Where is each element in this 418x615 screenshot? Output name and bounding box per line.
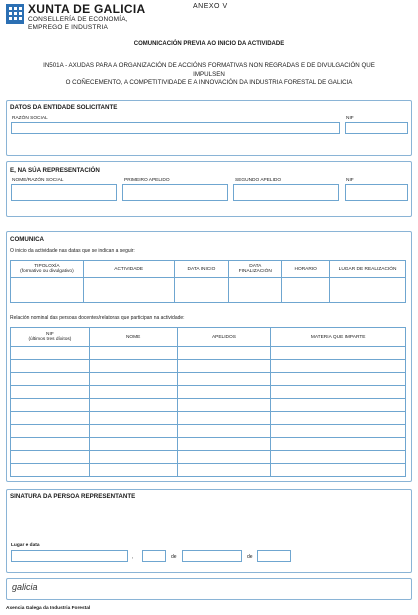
staff-cell[interactable] (89, 386, 177, 399)
staff-header-subject: MATERIA QUE IMPARTE (271, 328, 406, 347)
org-name: XUNTA DE GALICIA (28, 2, 146, 16)
staff-row (11, 347, 406, 360)
staff-cell[interactable] (89, 412, 177, 425)
staff-cell[interactable] (11, 464, 90, 477)
staff-cell[interactable] (271, 464, 406, 477)
staff-cell[interactable] (177, 399, 271, 412)
galicia-logo: galicia (12, 582, 38, 592)
staff-cell[interactable] (11, 451, 90, 464)
staff-cell[interactable] (11, 360, 90, 373)
staff-cell[interactable] (11, 399, 90, 412)
staff-row (11, 438, 406, 451)
rep-surname1-label: PRIMEIRO APELIDO (124, 178, 170, 183)
staff-cell[interactable] (177, 464, 271, 477)
staff-cell[interactable] (177, 360, 271, 373)
staff-cell[interactable] (11, 438, 90, 451)
xunta-logo-icon (6, 4, 24, 24)
staff-cell[interactable] (177, 373, 271, 386)
staff-cell[interactable] (271, 373, 406, 386)
procedure-line-2: O COÑECEMENTO, A COMPETITIVIDADE E A INNOVACIÓN DA INDUSTRIA FORESTAL DE GALICIA (65, 79, 353, 86)
entity-name-label: RAZÓN SOCIAL (12, 116, 48, 121)
comma-separator: , (132, 554, 134, 560)
activity-row (11, 278, 406, 303)
day-field[interactable] (142, 550, 166, 562)
representative-section-title: E, NA SÚA REPRESENTACIÓN (10, 167, 100, 174)
staff-row (11, 464, 406, 477)
staff-cell[interactable] (89, 464, 177, 477)
activity-cell[interactable] (11, 278, 84, 303)
staff-cell[interactable] (89, 438, 177, 451)
activity-header-activity: ACTIVIDADE (83, 261, 174, 278)
entity-name-field[interactable] (11, 122, 340, 134)
rep-surname2-field[interactable] (233, 184, 339, 201)
entity-nif-field[interactable] (345, 122, 408, 134)
document-title: COMUNICACIÓN PREVIA AO INICIO DA ACTIVIDADE (133, 41, 285, 47)
activity-header-type: TIPOLOXÍA (formativo ou divulgativo) (11, 261, 84, 278)
de-separator-1: de (171, 554, 177, 560)
staff-table (10, 327, 406, 477)
staff-cell[interactable] (89, 347, 177, 360)
staff-cell[interactable] (177, 425, 271, 438)
communication-section-title: COMUNICA (10, 236, 45, 243)
rep-surname2-label: SEGUNDO APELIDO (235, 178, 282, 183)
dept-line-1: CONSELLERÍA DE ECONOMÍA, (28, 16, 128, 23)
activity-cell[interactable] (330, 278, 406, 303)
staff-cell[interactable] (177, 386, 271, 399)
staff-cell[interactable] (11, 373, 90, 386)
staff-cell[interactable] (11, 347, 90, 360)
staff-cell[interactable] (89, 360, 177, 373)
staff-cell[interactable] (271, 425, 406, 438)
rep-name-field[interactable] (11, 184, 117, 201)
rep-nif-field[interactable] (345, 184, 408, 201)
staff-row (11, 451, 406, 464)
staff-row (11, 412, 406, 425)
staff-cell[interactable] (271, 451, 406, 464)
staff-cell[interactable] (177, 451, 271, 464)
staff-cell[interactable] (271, 399, 406, 412)
staff-cell[interactable] (89, 373, 177, 386)
procedure-line-1: IN501A - AXUDAS PARA A ORGANIZACIÓN DE ACCIÓNS FORMATIVAS NON REGRADAS E DE DIVULGACIÓN QUE IMPULSEN (43, 62, 375, 78)
staff-intro: Relación nominal das persoas docentes/relatoras que participan na actividade: (10, 315, 185, 321)
staff-row (11, 399, 406, 412)
activity-header-start: DATA INICIO (174, 261, 229, 278)
staff-header-name: NOME (89, 328, 177, 347)
activity-table (10, 260, 406, 303)
staff-header-surnames: APELIDOS (177, 328, 271, 347)
staff-row (11, 373, 406, 386)
staff-row (11, 425, 406, 438)
staff-cell[interactable] (177, 347, 271, 360)
staff-cell[interactable] (271, 438, 406, 451)
staff-cell[interactable] (11, 412, 90, 425)
staff-cell[interactable] (11, 425, 90, 438)
staff-cell[interactable] (177, 438, 271, 451)
procedure-title (30, 62, 388, 88)
staff-cell[interactable] (271, 360, 406, 373)
footer-logo-box (6, 578, 412, 600)
staff-row (11, 360, 406, 373)
rep-nif-label: NIF (346, 178, 354, 183)
activity-header-schedule: HORARIO (282, 261, 330, 278)
activity-header-place: LUGAR DE REALIZACIÓN (330, 261, 406, 278)
staff-header-nif: NIF (últimos tres díxitos) (11, 328, 90, 347)
staff-cell[interactable] (11, 386, 90, 399)
activity-cell[interactable] (282, 278, 330, 303)
communication-intro: O inicio da actividade nas datas que se indican a seguir: (10, 248, 135, 254)
de-separator-2: de (247, 554, 253, 560)
staff-cell[interactable] (271, 412, 406, 425)
activity-cell[interactable] (229, 278, 282, 303)
year-field[interactable] (257, 550, 291, 562)
place-date-label: Lugar e data (11, 543, 40, 548)
rep-name-label: NOME/RAZÓN SOCIAL (12, 178, 64, 183)
agency-name: Axencia Galega da Industria Forestal (6, 606, 91, 611)
activity-cell[interactable] (174, 278, 229, 303)
staff-cell[interactable] (89, 425, 177, 438)
staff-cell[interactable] (89, 451, 177, 464)
staff-cell[interactable] (271, 347, 406, 360)
department (28, 16, 128, 32)
staff-cell[interactable] (271, 386, 406, 399)
dept-line-2: EMPREGO E INDUSTRIA (28, 24, 109, 31)
signature-section-title: SINATURA DA PERSOA REPRESENTANTE (10, 493, 136, 500)
annex-label: ANEXO V (193, 3, 228, 10)
staff-cell[interactable] (89, 399, 177, 412)
entity-section-title: DATOS DA ENTIDADE SOLICITANTE (10, 104, 118, 111)
activity-header-end: DATA FINALIZACIÓN (229, 261, 282, 278)
rep-surname1-field[interactable] (122, 184, 228, 201)
month-field[interactable] (182, 550, 242, 562)
entity-nif-label: NIF (346, 116, 354, 121)
activity-cell[interactable] (83, 278, 174, 303)
place-field[interactable] (11, 550, 128, 562)
staff-cell[interactable] (177, 412, 271, 425)
staff-row (11, 386, 406, 399)
